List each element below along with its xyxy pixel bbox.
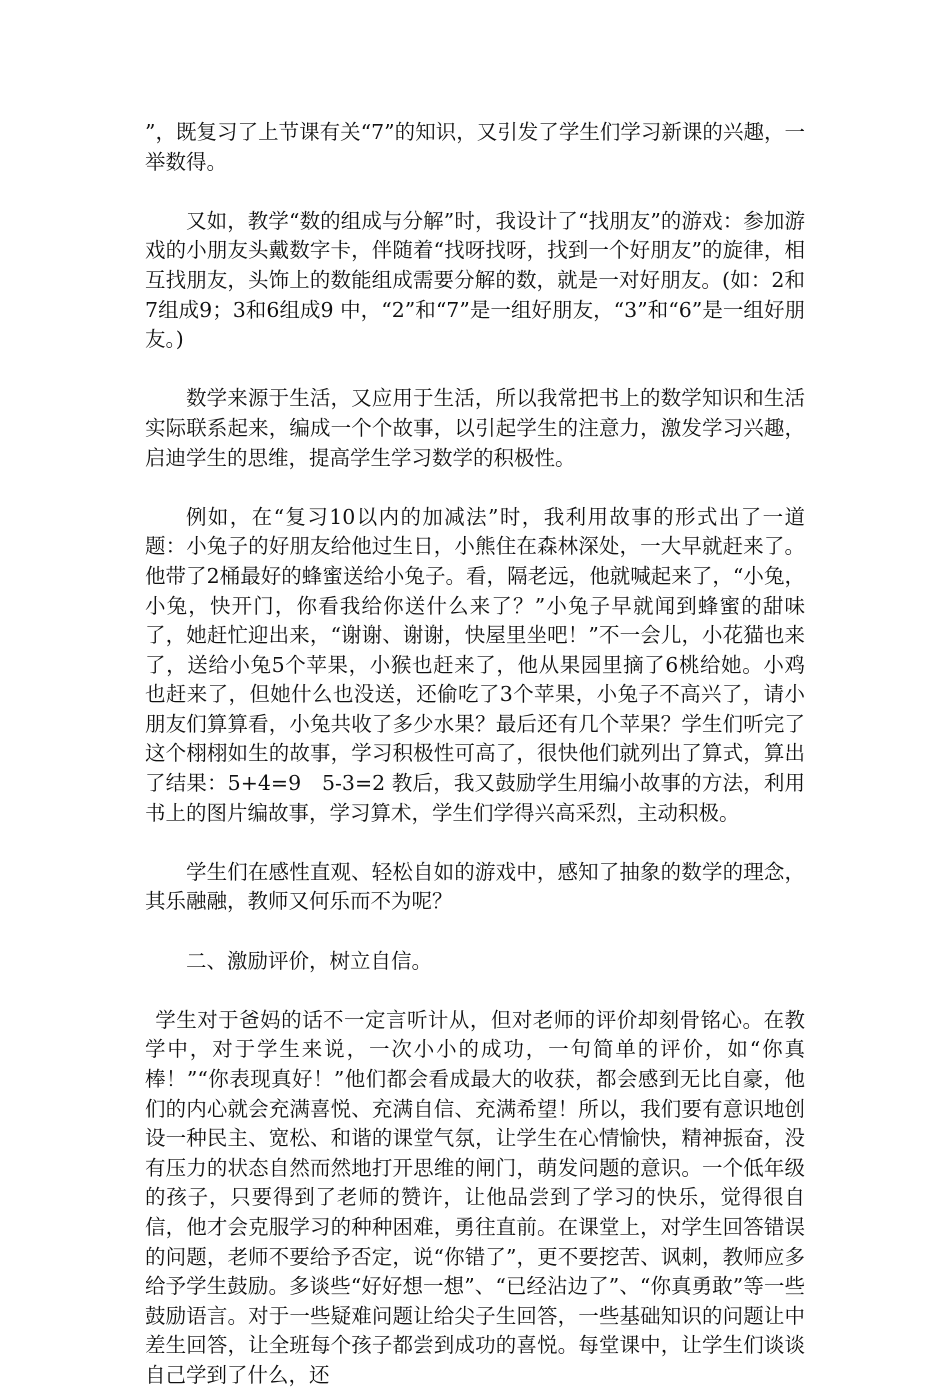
document-page	[145, 118, 805, 1391]
paragraph-intro-continuation: ”，既复习了上节课有关“7”的知识，又引发了学生们学习新课的兴趣，一举数得。	[145, 120, 805, 174]
paragraph-game-conclusion: 学生们在感性直观、轻松自如的游戏中，感知了抽象的数学的理念，其乐融融，教师又何乐而不为呢？	[145, 859, 805, 914]
paragraph-find-friends-game: 又如，教学“数的组成与分解”时，我设计了“找朋友”的游戏：参加游戏的小朋友头戴数字卡，伴随着“找呀找呀，找到一个好朋友”的旋律，相互找朋友，头饰上的数能组成需要分解的数，就是一对好朋友。(如：2和7组成9；3和6组成9 中，“2”和“7”是一组好朋友，“3”和“6”是一组好朋友。)	[145, 208, 805, 352]
section-heading-encouragement: 二、激励评价，树立自信。	[186, 948, 432, 973]
paragraph-math-from-life: 数学来源于生活，又应用于生活，所以我常把书上的数学知识和生活实际联系起来，编成一个个故事，以引起学生的注意力，激发学习兴趣，启迪学生的思维，提高学生学习数学的积极性。	[145, 386, 805, 470]
paragraph-rabbit-story: 例如，在“复习10以内的加减法”时，我利用故事的形式出了一道题：小兔子的好朋友给他过生日，小熊住在森林深处，一大早就赶来了。他带了2桶最好的蜂蜜送给小兔子。看，隔老远，他就喊起来了，“小兔，小兔，快开门，你看我给你送什么来了？”小兔子早就闻到蜂蜜的甜味了，她赶忙迎出来，“谢谢、谢谢，快屋里坐吧！”不一会儿，小花猫也来了，送给小兔5个苹果，小猴也赶来了，他从果园里摘了6桃给她。小鸡也赶来了，但她什么也没送，还偷吃了3个苹果，小兔子不高兴了，请小朋友们算算看，小兔共收了多少水果？最后还有几个苹果？学生们听完了这个栩栩如生的故事，学习积极性可高了，很快他们就列出了算式，算出了结果：5+4=9 5-3=2 教后，我又鼓励学生用编小故事的方法，利用书上的图片编故事，学习算术，学生们学得兴高采烈，主动积极。	[145, 504, 805, 825]
paragraph-encouraging-evaluation: 学生对于爸妈的话不一定言听计从，但对老师的评价却刻骨铭心。在教学中，对于学生来说，一次小小的成功，一句简单的评价，如“你真棒！”“你表现真好！”他们都会看成最大的收获，都会感到无比自豪，他们的内心就会充满喜悦、充满自信、充满希望！所以，我们要有意识地创设一种民主、宽松、和谐的课堂气氛，让学生在心情愉快，精神振奋，没有压力的状态自然而然地打开思维的闸门，萌发问题的意识。一个低年级的孩子，只要得到了老师的赞许，让他品尝到了学习的快乐，觉得很自信，他才会克服学习的种种困难，勇往直前。在课堂上，对学生回答错误的问题，老师不要给予否定，说“你错了”，更不要挖苦、讽刺，教师应多给予学生鼓励。多谈些“好好想一想”、“已经沾边了”、“你真勇敢”等一些鼓励语言。对于一些疑难问题让给尖子生回答，一些基础知识的问题让中差生回答，让全班每个孩子都尝到成功的喜悦。每堂课中，让学生们谈谈自己学到了什么，还	[145, 1007, 805, 1387]
